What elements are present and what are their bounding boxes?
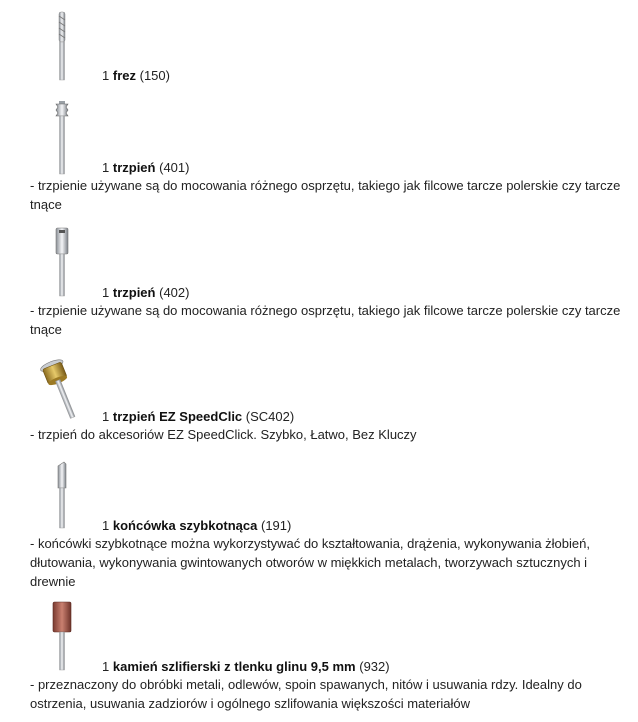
grinding-stone-icon — [50, 600, 74, 672]
item-desc-speedclic: - trzpień do akcesoriów EZ SpeedClick. Szybko, Łatwo, Bez Kluczy — [30, 427, 417, 442]
item-desc-hss-cutter: - końcówki szybkotnące można wykorzystywać do kształtowania, drążenia, wykonywania żłobień, dłutowania, wykonywania gwintowanych otworów w miękkich metalach, tworzywach sztucznych i drewnie — [30, 536, 590, 589]
mandrel-401-icon — [50, 100, 74, 176]
speedclic-mandrel-icon — [36, 356, 84, 422]
item-desc-trzpien-402: - trzpienie używane są do mocowania różnego osprzętu, takiego jak filcowe tarcze polerskie czy tarcze tnące — [30, 303, 621, 337]
item-title-trzpien-401: 1 trzpień (401) — [102, 160, 190, 175]
item-title-trzpien-402: 1 trzpień (402) — [102, 285, 190, 300]
item-title-grinding-stone: 1 kamień szlifierski z tlenku glinu 9,5 mm (932) — [102, 659, 390, 674]
item-title-frez: 1 frez (150) — [102, 68, 170, 83]
mandrel-402-icon — [50, 226, 74, 298]
item-title-speedclic: 1 trzpień EZ SpeedClic (SC402) — [102, 409, 295, 424]
item-desc-grinding-stone: - przeznaczony do obróbki metali, odlewów, spoin spawanych, nitów i usuwania rdzy. Idealny do ostrzenia, usuwania zadziorów i ogólnego szlifowania większości materiałów — [30, 677, 582, 711]
item-desc-trzpien-401: - trzpienie używane są do mocowania różnego osprzętu, takiego jak filcowe tarcze polerskie czy tarcze tnące — [30, 178, 621, 212]
item-title-hss-cutter: 1 końcówka szybkotnąca (191) — [102, 518, 292, 533]
hss-cutter-icon — [52, 460, 72, 530]
drill-bit-icon — [52, 10, 72, 82]
